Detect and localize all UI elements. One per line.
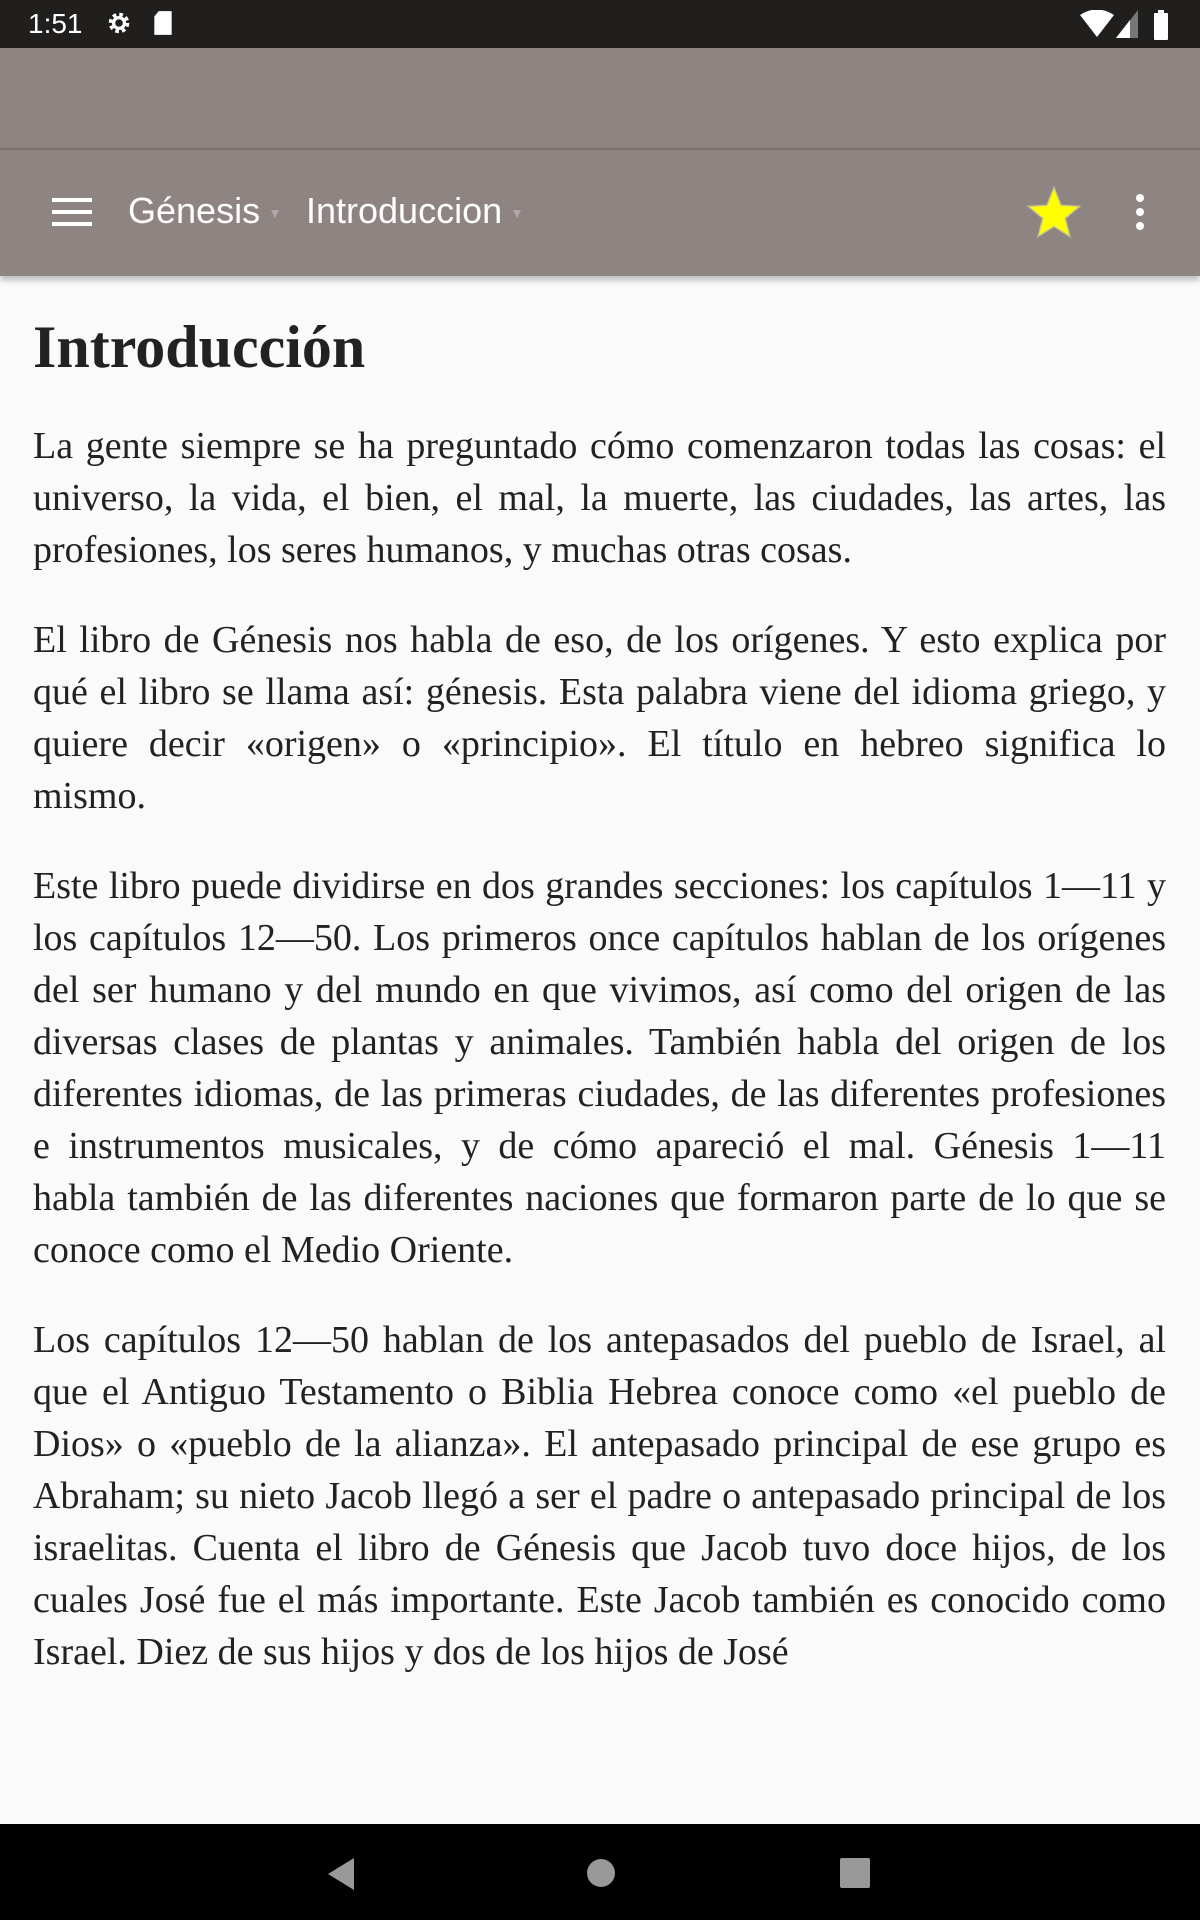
sd-card-icon [152,10,174,36]
caret-down-icon: ▼ [510,205,524,222]
settings-icon [106,10,132,36]
status-time: 1:51 [28,8,83,39]
more-options-icon[interactable] [1126,194,1154,234]
back-icon[interactable] [326,1858,356,1890]
paragraph: Los capítulos 12—50 hablan de los antepasados del pueblo de Israel, al que el Antiguo Testamento o Biblia Hebrea conoce como «el pueblo de Dios» o «pueblo de la alianza». El antepasado principal de ese grupo es Abraham; su nieto Jacob llegó a ser el padre o antepasado principal de los israelitas. Cuenta el libro de Génesis que Jacob tuvo doce hijos, de los cuales José fue el más importante. Este Jacob también es conocido como Israel. Diez de sus hijos y dos de los hijos de José [33,1319,1166,1673]
menu-icon[interactable] [52,198,92,226]
book-label: Génesis [128,190,261,231]
status-bar [0,0,1200,48]
paragraph: Este libro puede dividirse en dos grandes secciones: los capítulos 1—11 y los capítulos 12—50. Los primeros once capítulos hablan de los orígenes del ser humano y del mundo en que vivimos, así como del origen de las diversas clases de plantas y animales. También habla del origen de los diferentes idiomas, de las primeras ciudades, de las diferentes profesiones e instrumentos musicales, y de cómo apareció el mal. Génesis 1—11 habla también de las diferentes naciones que formaron parte de lo que se conoce como el Medio Oriente. [33,865,1166,1271]
star-icon[interactable] [1026,184,1082,240]
paragraph: La gente siempre se ha preguntado cómo comenzaron todas las cosas: el universo, la vida, el bien, el mal, la muerte, las ciudades, las artes, las profesiones, los seres humanos, y muchas otras cosas. [33,425,1166,571]
wifi-icon [1080,10,1114,38]
paragraph: El libro de Génesis nos habla de eso, de los orígenes. Y esto explica por qué el libro se llama así: génesis. Esta palabra viene del idioma griego, y quiere decir «origen» o «principio». El título en hebreo significa lo mismo. [33,619,1166,817]
toolbar [0,148,1200,276]
reading-content [33,276,1166,1824]
signal-icon [1116,10,1138,38]
app-header-band [0,48,1200,148]
battery-icon [1154,10,1168,40]
home-icon[interactable] [586,1858,616,1888]
chapter-selector[interactable] [306,190,524,232]
chapter-label: Introduccion [306,190,503,231]
navigation-bar [0,1824,1200,1920]
caret-down-icon: ▼ [268,205,282,222]
recents-icon[interactable] [840,1858,870,1888]
book-selector[interactable] [128,190,282,232]
section-title: Introducción [33,314,366,380]
